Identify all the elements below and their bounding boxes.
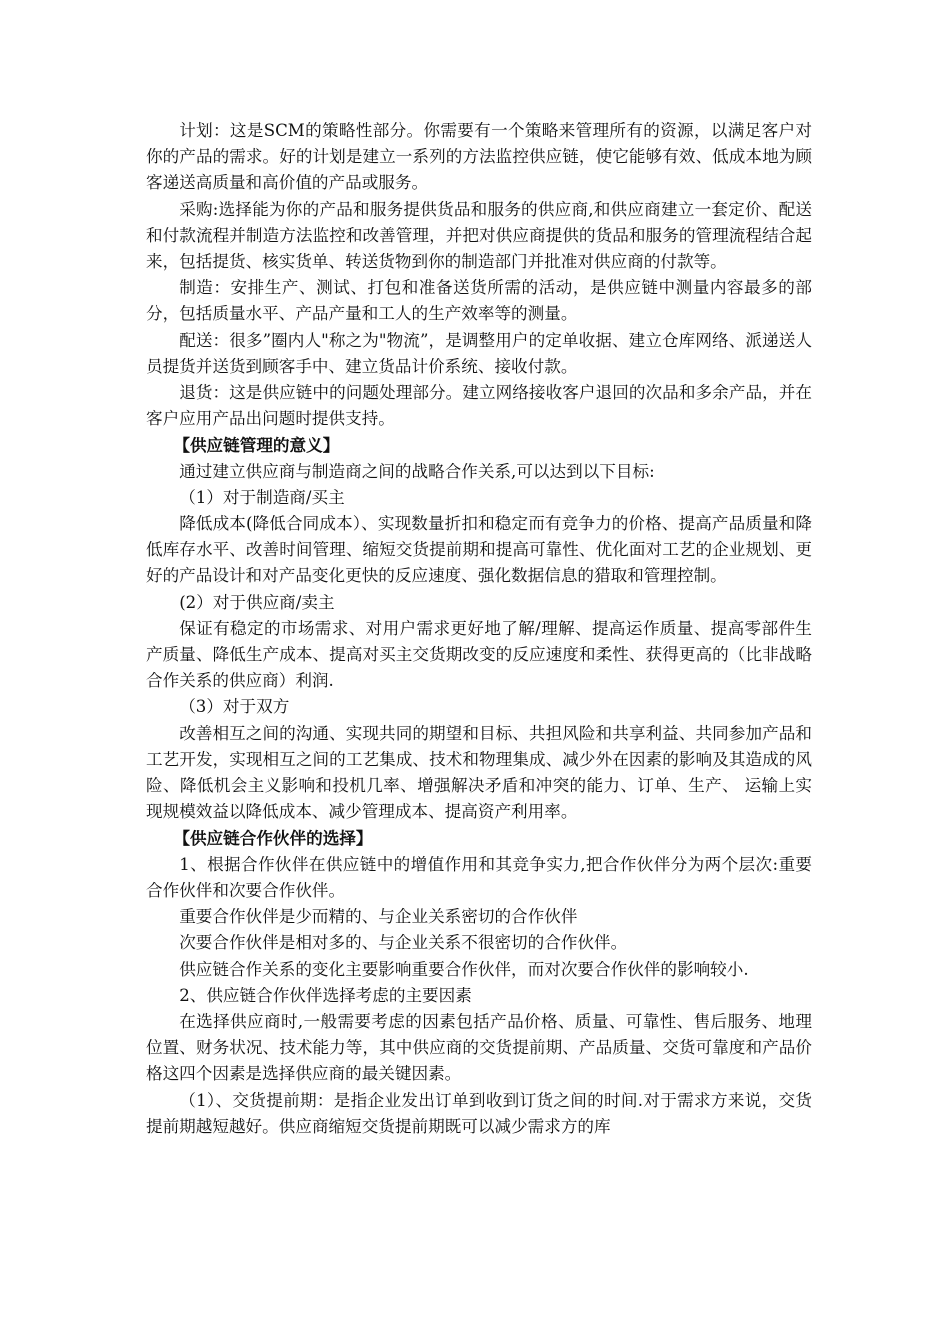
paragraph-selection-factors: 在选择供应商时,一般需要考虑的因素包括产品价格、质量、可靠性、售后服务、地理位置、财务状况、技术能力等，其中供应商的交货提前期、产品质量、交货可靠度和产品价格这四个因素是选择供应商的最关键因素。 [146, 1011, 812, 1084]
subheading-manufacturer: （1）对于制造商/买主 [179, 487, 345, 507]
subheading-supplier: (2）对于供应商/卖主 [179, 592, 335, 612]
paragraph-procurement: 采购:选择能为你的产品和服务提供货品和服务的供应商,和供应商建立一套定价、配送和付款流程并制造方法监控和改善管理，并把对供应商提供的货品和服务的管理流程结合起来，包括提货、核实货单、转送货物到你的制造部门并批准对供应商的付款等。 [146, 199, 812, 272]
paragraph-manufacturing: 制造：安排生产、测试、打包和准备送货所需的活动，是供应链中测量内容最多的部分，包括质量水平、产品产量和工人的生产效率等的测量。 [146, 278, 812, 324]
paragraph-important-partner: 重要合作伙伴是少而精的、与企业关系密切的合作伙伴 [179, 907, 578, 927]
section-heading-partner-selection: 【供应链合作伙伴的选择】 [173, 828, 373, 849]
paragraph-plan: 计划：这是SCM的策略性部分。你需要有一个策略来管理所有的资源，以满足客户对你的产品的需求。好的计划是建立一系列的方法监控供应链，使它能够有效、低成本地为顾客递送高质量和高价值的产品或服务。 [146, 121, 812, 193]
subheading-selection-factors: 2、供应链合作伙伴选择考虑的主要因素 [179, 985, 472, 1005]
paragraph-lead-time: （1）、交货提前期：是指企业发出订单到收到订货之间的时间.对于需求方来说，交货提前期越短越好。供应商缩短交货提前期既可以减少需求方的库 [146, 1090, 812, 1136]
paragraph-partner-levels: 1、根据合作伙伴在供应链中的增值作用和其竞争实力,把合作伙伴分为两个层次:重要合作伙伴和次要合作伙伴。 [146, 854, 812, 900]
paragraph-returns: 退货：这是供应链中的问题处理部分。建立网络接收客户退回的次品和多余产品，并在客户应用产品出问题时提供支持。 [146, 383, 812, 429]
paragraph-manufacturer-benefits: 降低成本(降低合同成本）、实现数量折扣和稳定而有竞争力的价格、提高产品质量和降低库存水平、改善时间管理、缩短交货提前期和提高可靠性、优化面对工艺的企业规划、更好的产品设计和对产品变化更快的反应速度、强化数据信息的猎取和管理控制。 [146, 514, 812, 586]
paragraph-supplier-benefits: 保证有稳定的市场需求、对用户需求更好地了解/理解、提高运作质量、提高零部件生产质量、降低生产成本、提高对买主交货期改变的反应速度和柔性、获得更高的（比非战略合作关系的供应商）利润. [146, 618, 812, 691]
paragraph-goals-intro: 通过建立供应商与制造商之间的战略合作关系,可以达到以下目标: [179, 461, 655, 481]
paragraph-partnership-impact: 供应链合作关系的变化主要影响重要合作伙伴，而对次要合作伙伴的影响较小. [179, 959, 749, 979]
paragraph-delivery: 配送：很多”圈内人"称之为"物流”，是调整用户的定单收据、建立仓库网络、派递送人员提货并送货到顾客手中、建立货品计价系统、接收付款。 [146, 330, 812, 376]
paragraph-secondary-partner: 次要合作伙伴是相对多的、与企业关系不很密切的合作伙伴。 [179, 933, 628, 953]
subheading-both-parties: （3）对于双方 [179, 697, 290, 717]
document-page [146, 118, 812, 1140]
paragraph-both-benefits: 改善相互之间的沟通、实现共同的期望和目标、共担风险和共享利益、共同参加产品和工艺开发，实现相互之间的工艺集成、技术和物理集成、减少外在因素的影响及其造成的风险、降低机会主义影响和投机几率、增强解决矛盾和冲突的能力、订单、生产、 运输上实现规模效益以降低成本、减少管理成本、提高资产利用率。 [146, 723, 812, 822]
section-heading-significance: 【供应链管理的意义】 [173, 435, 340, 456]
